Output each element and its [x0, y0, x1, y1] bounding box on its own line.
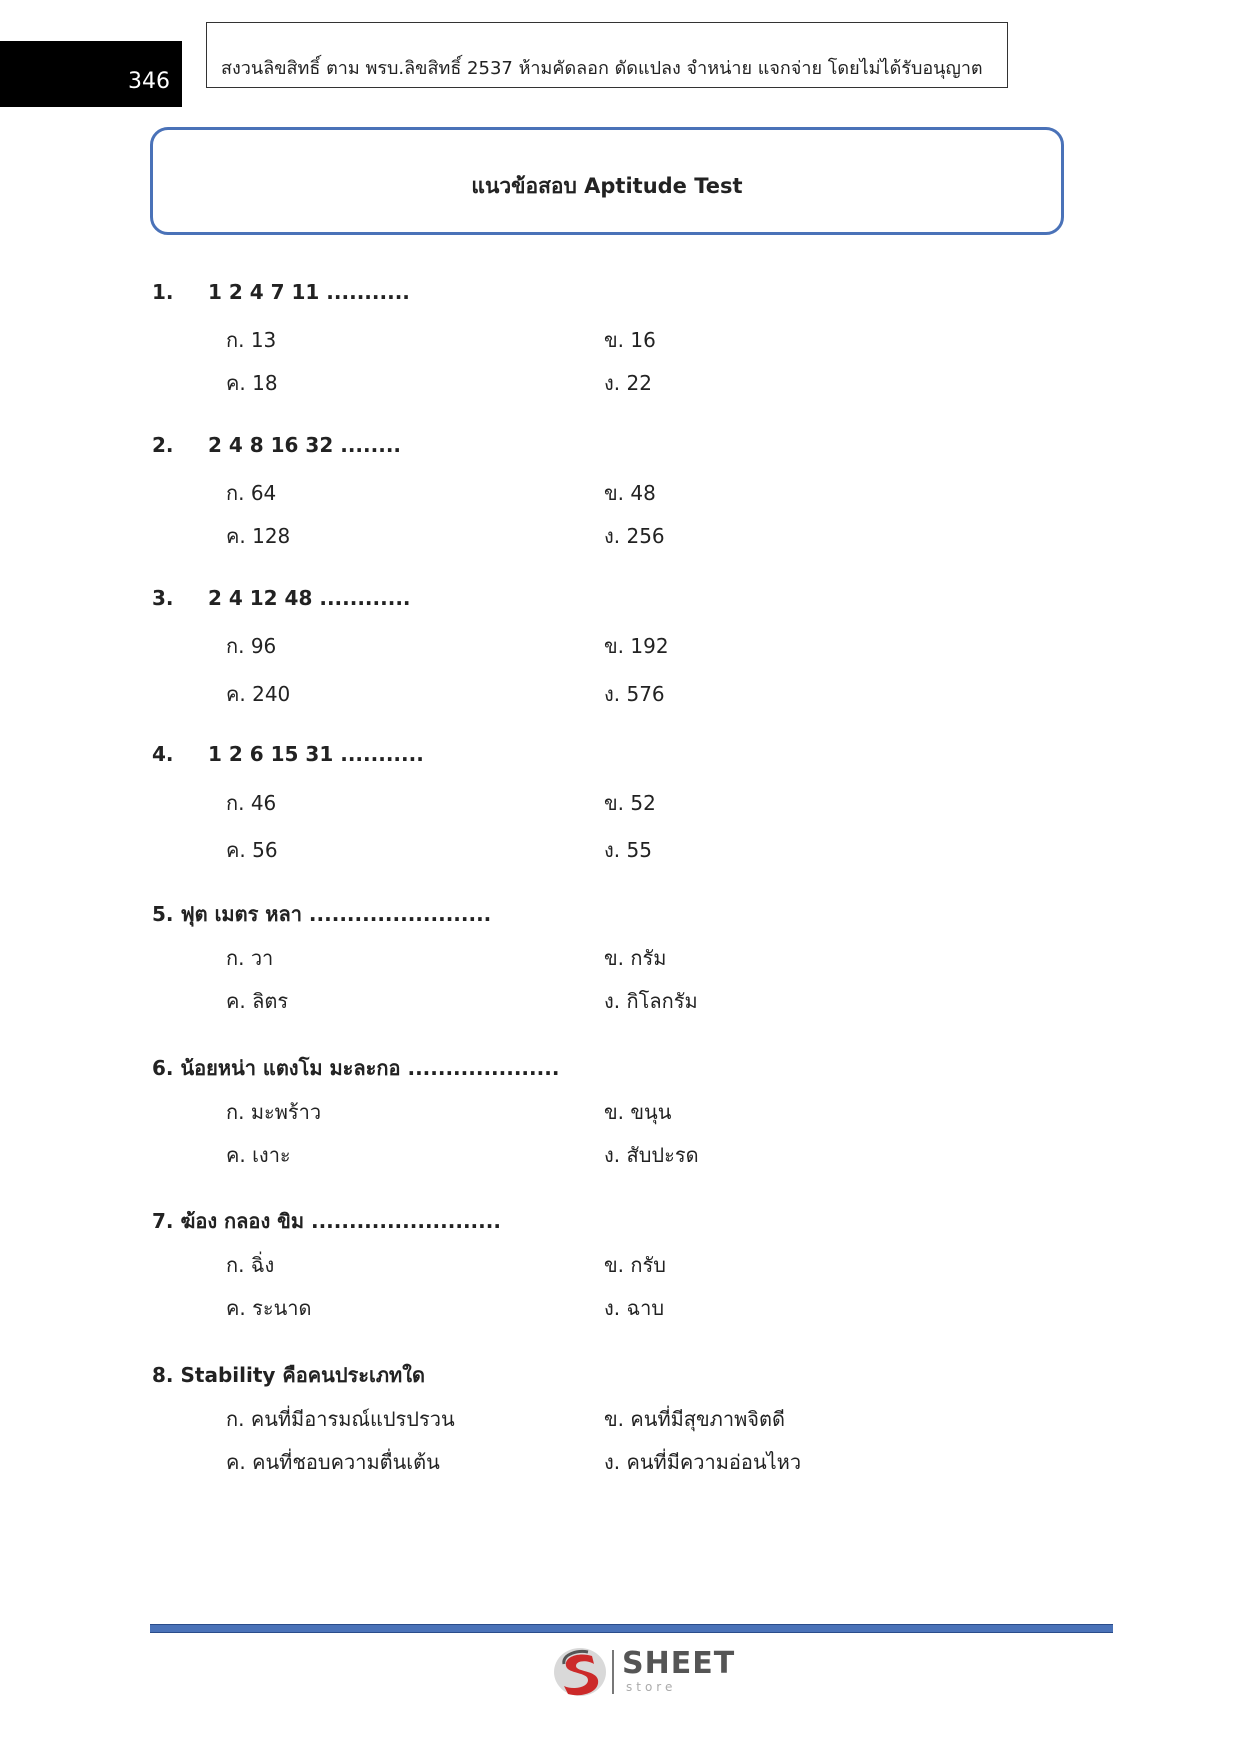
page-number-block: [0, 41, 182, 107]
option-d: ง. กิโลกรัม: [604, 989, 698, 1013]
question-text: 2 4 8 16 32 ........: [208, 433, 402, 457]
option-b: ข. คนที่มีสุขภาพจิตดี: [604, 1407, 785, 1431]
question-text: 7. ฆ้อง กลอง ขิม .........................: [152, 1209, 501, 1233]
question-text: 1 2 6 15 31 ...........: [208, 742, 424, 766]
sheet-store-s-logo-icon: [552, 1644, 608, 1700]
question-text: 2 4 12 48 ............: [208, 586, 411, 610]
question-text: 6. น้อยหน่า แตงโม มะละกอ ....................: [152, 1056, 560, 1080]
option-b: ข. กรัม: [604, 946, 667, 970]
option-c: ค. 18: [226, 371, 278, 395]
copyright-text: สงวนลิขสิทธิ์ ตาม พรบ.ลิขสิทธิ์ 2537 ห้ามคัดลอก ดัดแปลง จำหน่าย แจกจ่าย โดยไม่ได้รับอนุญาต: [221, 58, 983, 79]
option-a: ก. 96: [226, 634, 277, 658]
question-number: 3.: [152, 586, 174, 610]
logo-divider: [612, 1650, 614, 1694]
question-text: 8. Stability คือคนประเภทใด: [152, 1363, 425, 1387]
logo-subtext: store: [626, 1680, 677, 1694]
title-box: [150, 127, 1064, 235]
option-d: ง. ฉาบ: [604, 1296, 665, 1320]
option-d: ง. 256: [604, 524, 665, 548]
option-a: ก. 13: [226, 328, 277, 352]
option-c: ค. เงาะ: [226, 1143, 291, 1167]
option-b: ข. 16: [604, 328, 656, 352]
page-title: แนวข้อสอบ Aptitude Test: [471, 174, 743, 198]
option-c: ค. ระนาด: [226, 1296, 312, 1320]
option-a: ก. มะพร้าว: [226, 1100, 322, 1124]
option-a: ก. ฉิ่ง: [226, 1253, 275, 1277]
option-c: ค. 240: [226, 682, 291, 706]
option-d: ง. คนที่มีความอ่อนไหว: [604, 1450, 802, 1474]
option-c: ค. 128: [226, 524, 291, 548]
copyright-notice: [206, 22, 1008, 88]
option-d: ง. 22: [604, 371, 652, 395]
option-b: ข. 52: [604, 791, 656, 815]
question-number: 4.: [152, 742, 174, 766]
option-c: ค. คนที่ชอบความตื่นเต้น: [226, 1450, 440, 1474]
option-d: ง. 576: [604, 682, 665, 706]
option-d: ง. 55: [604, 838, 652, 862]
question-text: 1 2 4 7 11 ...........: [208, 280, 410, 304]
question-text: 5. ฟุต เมตร หลา ........................: [152, 902, 492, 926]
option-a: ก. 46: [226, 791, 277, 815]
question-number: 1.: [152, 280, 174, 304]
option-b: ข. กรับ: [604, 1253, 666, 1277]
option-a: ก. คนที่มีอารมณ์แปรปรวน: [226, 1407, 455, 1431]
option-b: ข. 192: [604, 634, 669, 658]
option-a: ก. 64: [226, 481, 277, 505]
option-b: ข. ขนุน: [604, 1100, 672, 1124]
question-number: 2.: [152, 433, 174, 457]
option-b: ข. 48: [604, 481, 656, 505]
sheet-store-logo: [552, 1644, 736, 1700]
logo-wordmark: SHEET: [622, 1646, 736, 1681]
option-d: ง. สับปะรด: [604, 1143, 699, 1167]
page-number: 346: [128, 69, 170, 94]
option-c: ค. ลิตร: [226, 989, 289, 1013]
option-c: ค. 56: [226, 838, 278, 862]
footer-divider: [150, 1624, 1113, 1633]
option-a: ก. วา: [226, 946, 274, 970]
